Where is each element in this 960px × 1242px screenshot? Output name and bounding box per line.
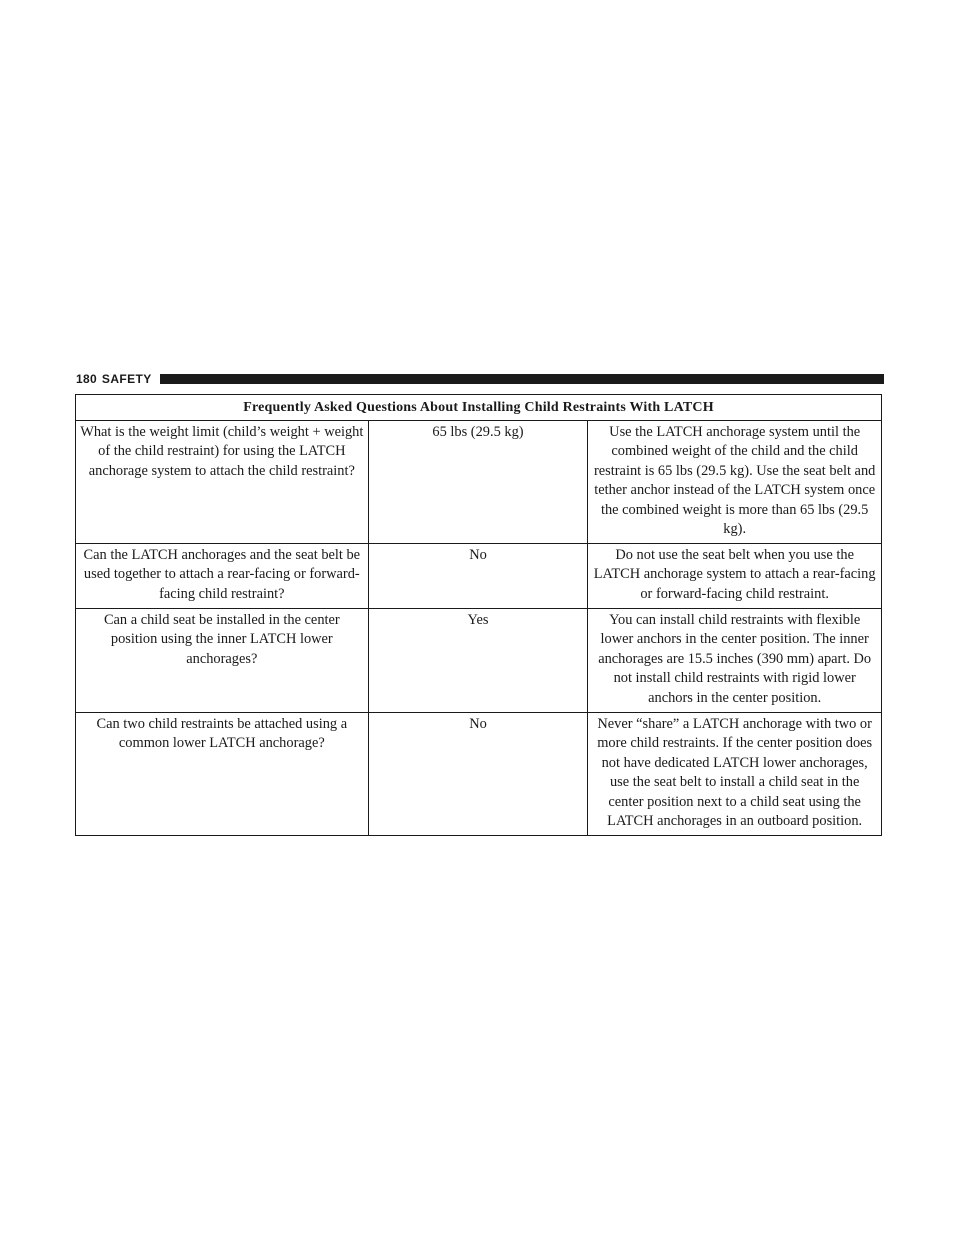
explanation-cell: Never “share” a LATCH anchorage with two or more child restraints. If the center position does not have dedicated LATCH lower anchorages, use the seat belt to install a child seat in the center position next to a child seat using the LATCH anchorages in an outboard position. <box>588 712 882 835</box>
question-cell: Can two child restraints be attached using a common lower LATCH anchorage? <box>76 712 369 835</box>
explanation-cell: You can install child restraints with flexible lower anchors in the center position. The inner anchorages are 15.5 inches (390 mm) apart. Do not install child restraints with rigid lower anchors in the center position. <box>588 608 882 712</box>
section-title: SAFETY <box>101 372 152 386</box>
table-row <box>76 420 882 543</box>
page-header <box>76 372 884 386</box>
answer-cell: 65 lbs (29.5 kg) <box>368 420 588 543</box>
explanation-cell: Use the LATCH anchorage system until the combined weight of the child and the child restraint is 65 lbs (29.5 kg). Use the seat belt and tether anchor instead of the LATCH system once the combined weight is more than 65 lbs (29.5 kg). <box>588 420 882 543</box>
answer-cell: No <box>368 543 588 608</box>
question-cell: What is the weight limit (child’s weight + weight of the child restraint) for using the LATCH anchorage system to attach the child restraint? <box>76 420 369 543</box>
answer-cell: Yes <box>368 608 588 712</box>
answer-cell: No <box>368 712 588 835</box>
table-row <box>76 712 882 835</box>
table-row <box>76 543 882 608</box>
table-row <box>76 608 882 712</box>
table-title-row <box>76 395 882 421</box>
question-cell: Can a child seat be installed in the center position using the inner LATCH lower anchorages? <box>76 608 369 712</box>
faq-table <box>75 394 882 836</box>
explanation-cell: Do not use the seat belt when you use the LATCH anchorage system to attach a rear-facing or forward-facing child restraint. <box>588 543 882 608</box>
table-title: Frequently Asked Questions About Installing Child Restraints With LATCH <box>76 395 882 421</box>
page-number: 180 <box>76 372 97 386</box>
header-rule <box>160 374 884 384</box>
question-cell: Can the LATCH anchorages and the seat belt be used together to attach a rear-facing or forward-facing child restraint? <box>76 543 369 608</box>
